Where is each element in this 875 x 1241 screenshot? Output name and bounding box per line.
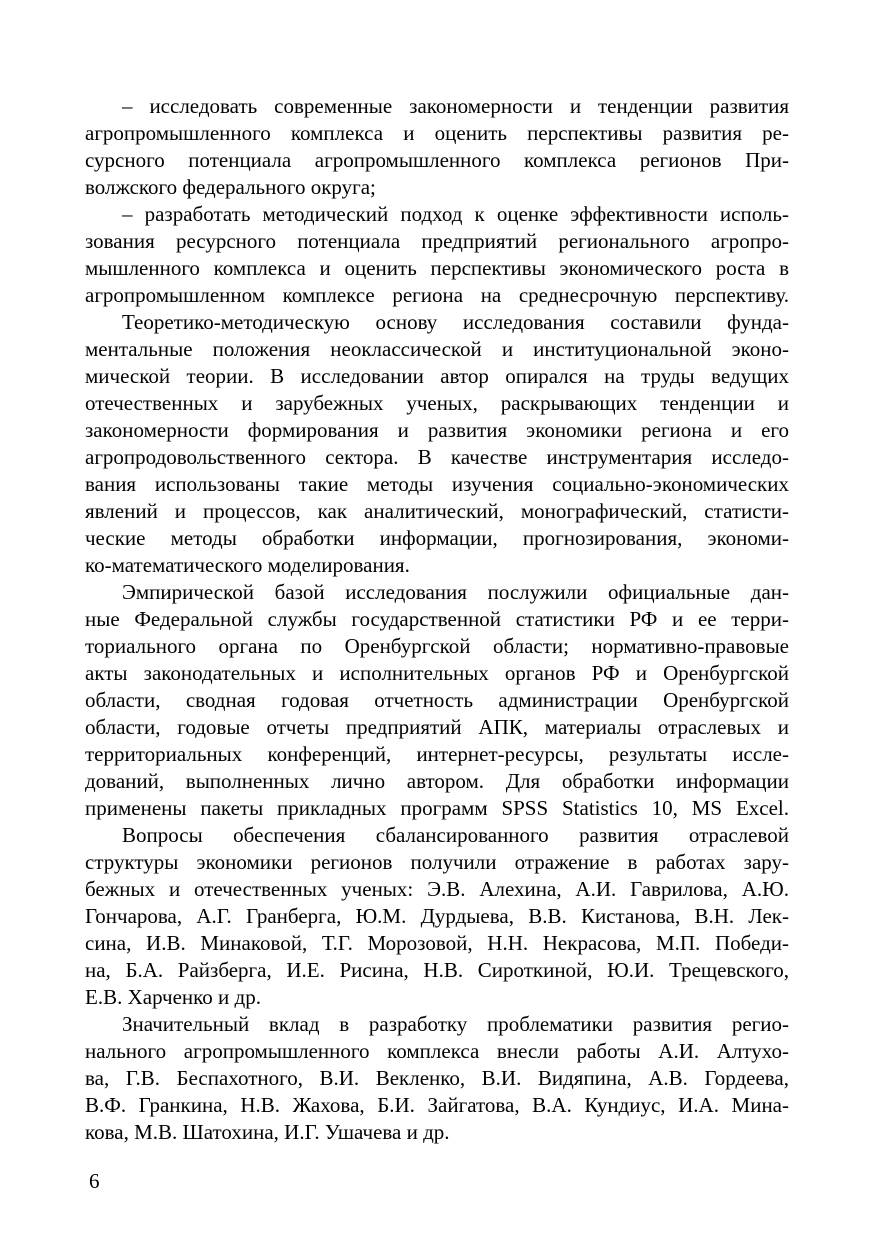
text-line: структуры экономики регионов получили отражение в работах зару- [85, 850, 789, 874]
text-line: агропромышленного комплекса и оценить перспективы развития ре- [85, 121, 789, 145]
text-line: дований, выполненных лично автором. Для обработки информации [85, 769, 789, 793]
paragraph [85, 822, 789, 1011]
text-line: кова, М.В. Шатохина, И.Г. Ушачева и др. [85, 1120, 450, 1144]
paragraph [85, 579, 789, 822]
text-line: закономерности формирования и развития экономики региона и его [85, 418, 789, 442]
text-line: применены пакеты прикладных программ SPSS Statistics 10, MS Excel. [85, 796, 789, 820]
text-line: ментальные положения неоклассической и институциональной эконо- [85, 337, 789, 361]
text-line: явлений и процессов, как аналитический, монографический, статисти- [85, 499, 789, 523]
text-line: волжского федерального округа; [85, 175, 376, 199]
text-line: ториального органа по Оренбургской области; нормативно-правовые [85, 634, 789, 658]
text-line: ко-математического моделирования. [85, 553, 410, 577]
text-line: Гончарова, А.Г. Гранберга, Ю.М. Дурдыева, В.В. Кистанова, В.Н. Лек- [85, 904, 789, 928]
text-line: отечественных и зарубежных ученых, раскрывающих тенденции и [85, 391, 789, 415]
text-line: сурсного потенциала агропромышленного комплекса регионов При- [85, 148, 789, 172]
text-line: ва, Г.В. Беспахотного, В.И. Векленко, В.И. Видяпина, А.В. Гордеева, [85, 1066, 789, 1090]
text-line: В.Ф. Гранкина, Н.В. Жахова, Б.И. Зайгатова, В.А. Кундиус, И.А. Мина- [85, 1093, 789, 1117]
text-line: мышленного комплекса и оценить перспективы экономического роста в [85, 256, 789, 280]
text-line: ные Федеральной службы государственной статистики РФ и ее терри- [85, 607, 789, 631]
text-line: бежных и отечественных ученых: Э.В. Алехина, А.И. Гаврилова, А.Ю. [85, 877, 789, 901]
text-line: агропромышленном комплексе региона на среднесрочную перспективу. [85, 283, 789, 307]
page-number: 6 [89, 1169, 100, 1193]
text-line: акты законодательных и исполнительных органов РФ и Оренбургской [85, 661, 789, 685]
text-line: области, годовые отчеты предприятий АПК, материалы отраслевых и [85, 715, 789, 739]
text-line: Эмпирической базой исследования послужили официальные дан- [122, 580, 789, 604]
text-line: мической теории. В исследовании автор опирался на труды ведущих [85, 364, 789, 388]
text-line: на, Б.А. Райзберга, И.Е. Рисина, Н.В. Сироткиной, Ю.И. Трещевского, [85, 958, 789, 982]
paragraph [85, 93, 789, 201]
text-line: Теоретико-методическую основу исследования составили фунда- [122, 310, 789, 334]
text-line: – исследовать современные закономерности и тенденции развития [122, 94, 789, 118]
text-line: области, сводная годовая отчетность администрации Оренбургской [85, 688, 789, 712]
page-text [85, 93, 789, 1146]
text-line: вания использованы такие методы изучения социально-экономических [85, 472, 789, 496]
text-line: зования ресурсного потенциала предприятий регионального агропро- [85, 229, 789, 253]
paragraph [85, 309, 789, 579]
text-line: – разработать методический подход к оценке эффективности исполь- [122, 202, 789, 226]
text-line: территориальных конференций, интернет-ресурсы, результаты иссле- [85, 742, 789, 766]
text-line: Е.В. Харченко и др. [85, 985, 261, 1009]
text-line: Значительный вклад в разработку проблематики развития регио- [122, 1012, 789, 1036]
text-line: нального агропромышленного комплекса внесли работы А.И. Алтухо- [85, 1039, 789, 1063]
paragraph [85, 1011, 789, 1146]
paragraph [85, 201, 789, 309]
text-line: сина, И.В. Минаковой, Т.Г. Морозовой, Н.Н. Некрасова, М.П. Победи- [85, 931, 789, 955]
text-line: агропродовольственного сектора. В качестве инструментария исследо- [85, 445, 789, 469]
text-line: Вопросы обеспечения сбалансированного развития отраслевой [122, 823, 789, 847]
text-line: ческие методы обработки информации, прогнозирования, экономи- [85, 526, 789, 550]
